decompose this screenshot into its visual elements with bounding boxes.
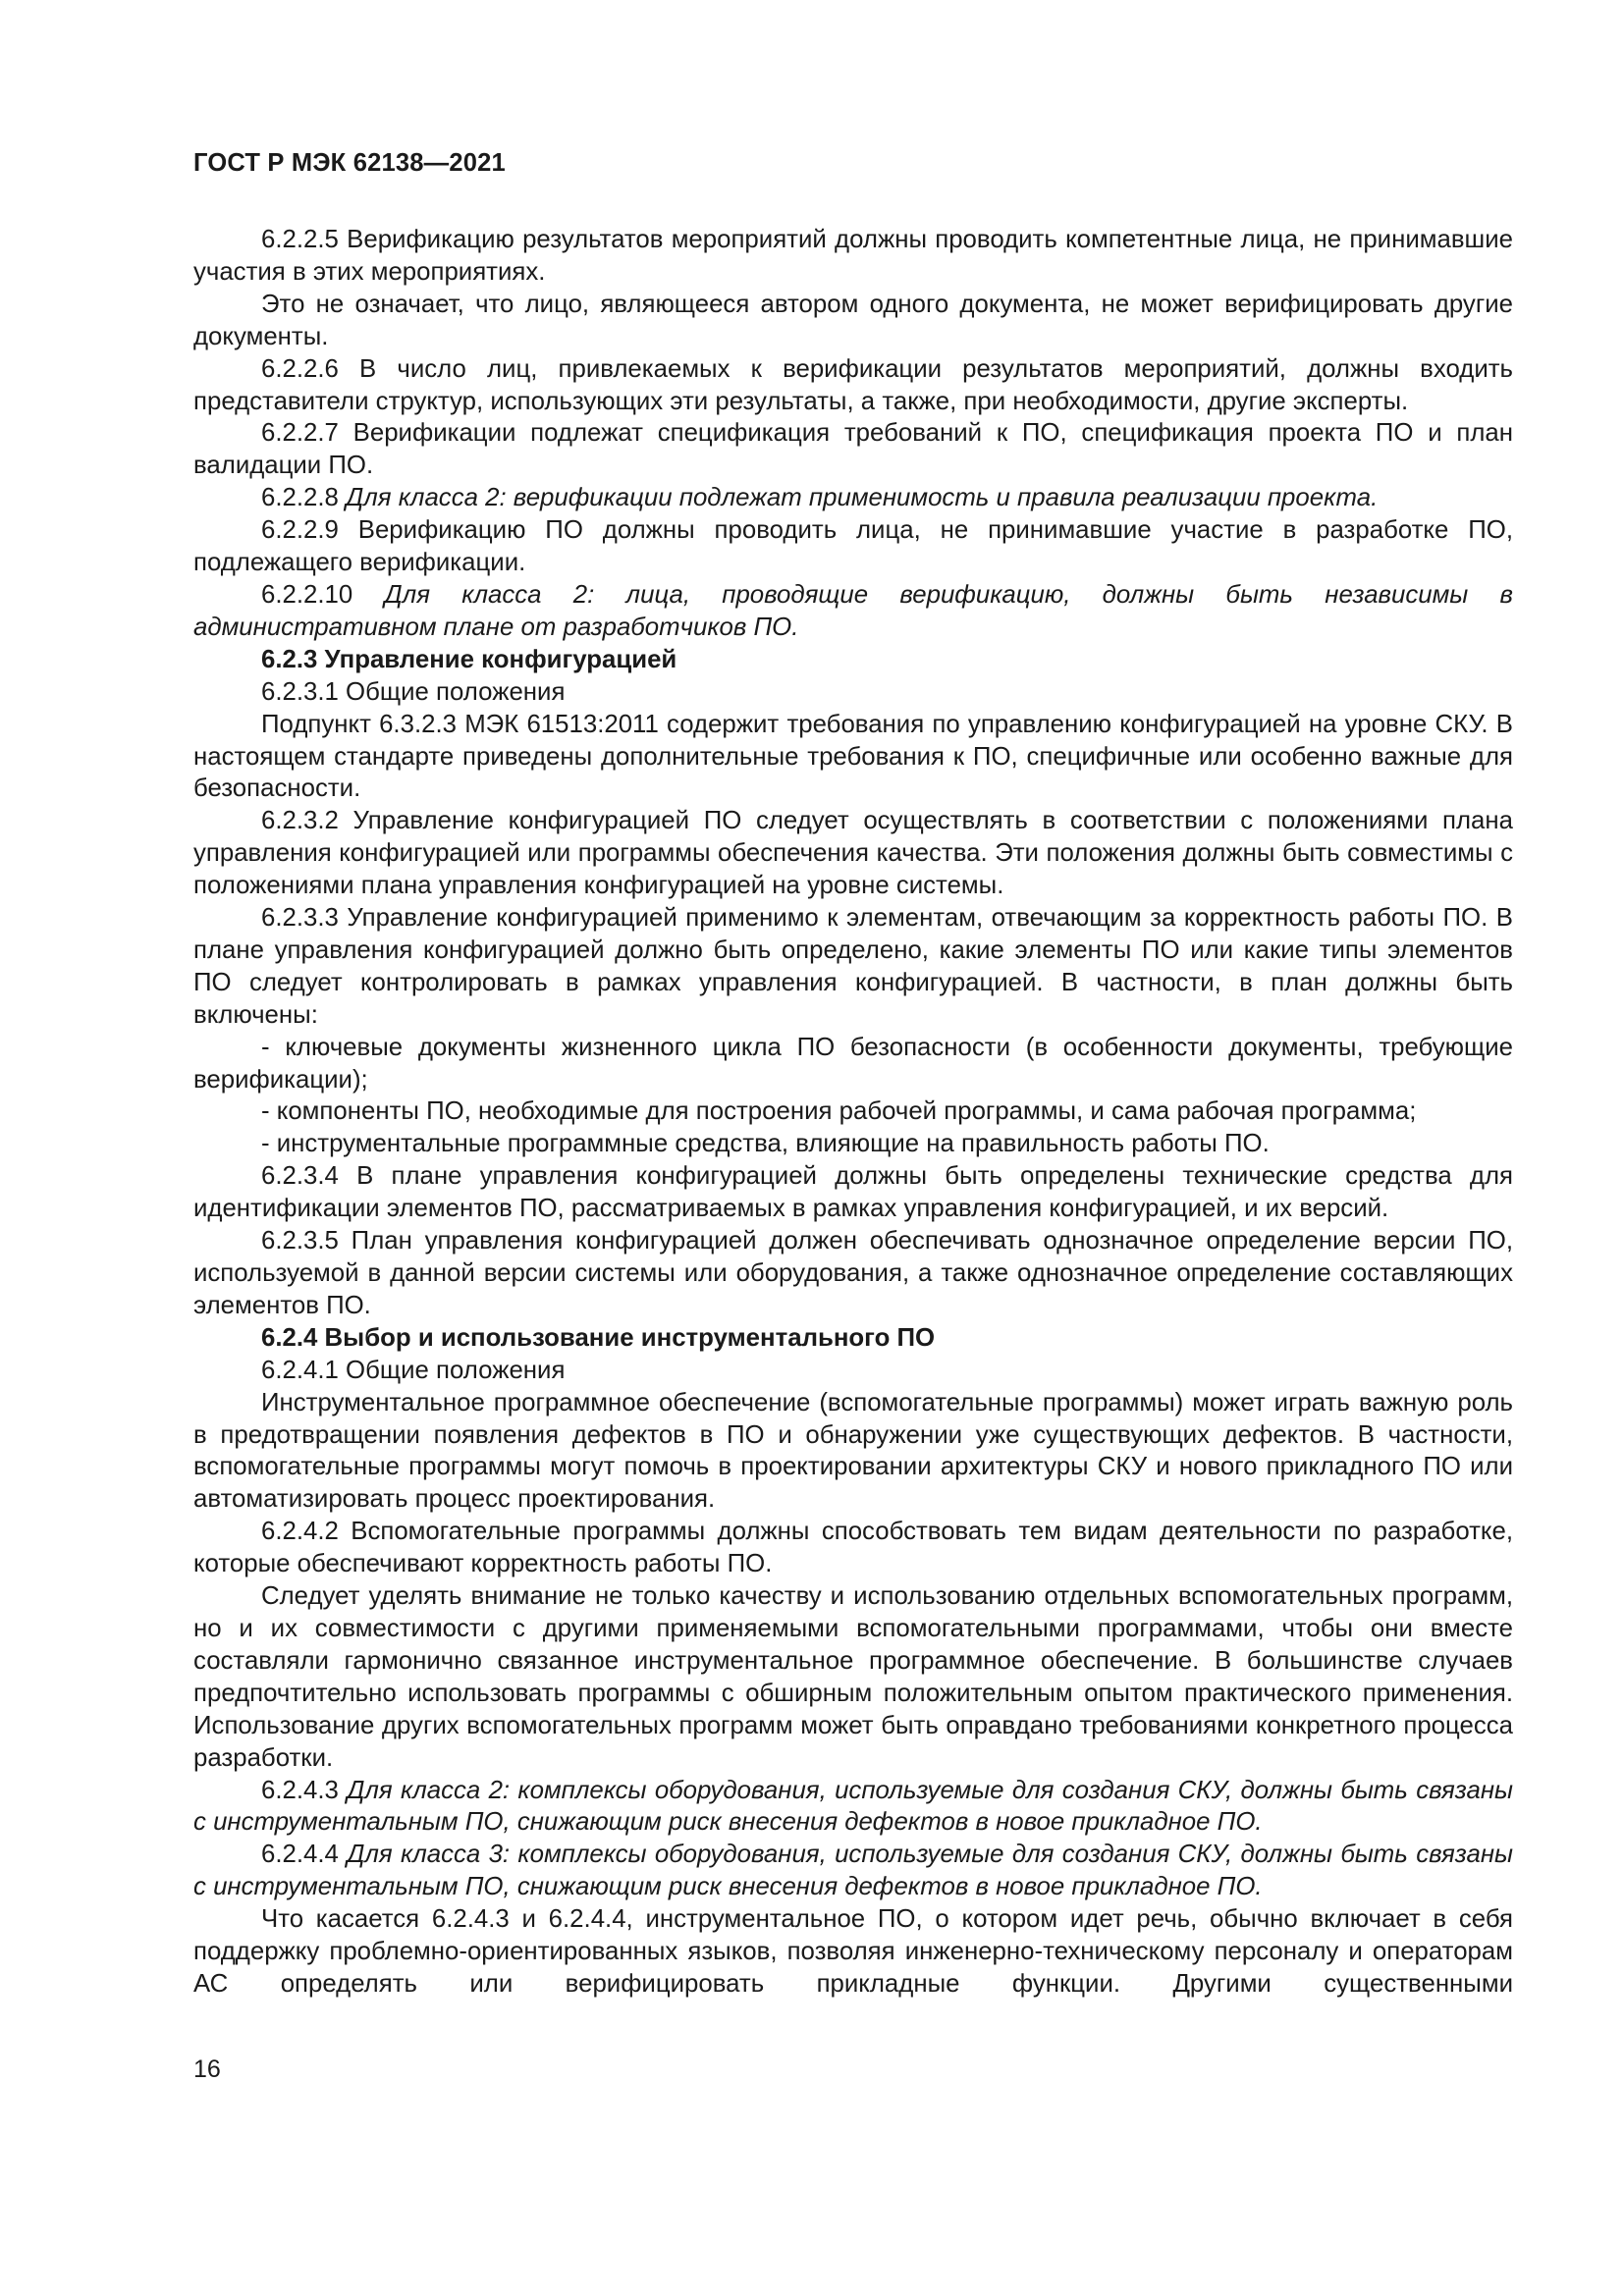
section-heading: 6.2.3 Управление конфигурацией (261, 645, 677, 673)
paragraph (193, 1839, 1513, 1903)
paragraph: 6.2.3.3 Управление конфигурацией применимо к элементам, отвечающим за корректность работы ПО. В плане управления конфигурацией должно быть определено, какие элементы ПО или какие типы элементов ПО следует контролировать в рамках управления конфигурацией. В частности, в план должны быть включены: (193, 904, 1513, 1029)
italic-clause-text: Для класса 2: верификации подлежат применимость и правила реализации проекта. (346, 484, 1379, 512)
italic-clause-text: Для класса 3: комплексы оборудования, используемые для создания СКУ, должны быть связаны с инструментальным ПО, снижающим риск внесения дефектов в новое прикладное ПО. (193, 1841, 1513, 1901)
paragraph: Что касается 6.2.4.3 и 6.2.4.4, инструментальное ПО, о котором идет речь, обычно включает в себя поддержку проблемно-ориентированных языков, позволяя инженерно-техническому персоналу и операторам АС определять или верифицировать прикладные функции. Другими существенными (193, 1905, 1513, 1998)
paragraph (193, 1775, 1513, 1840)
paragraph: 6.2.2.6 В число лиц, привлекаемых к верификации результатов мероприятий, должны входить представители структур, использующих эти результаты, а также, при необходимости, другие эксперты. (193, 354, 1513, 415)
paragraph: 6.2.3.5 План управления конфигурацией должен обеспечивать однозначное определение версии ПО, используемой в данной версии системы или оборудования, а также однозначное определение составляющих элементов ПО. (193, 1227, 1513, 1319)
italic-clause-text: Для класса 2: лица, проводящие верификацию, должны быть независимы в административном плане от разработчиков ПО. (193, 580, 1514, 641)
clause-number: 6.2.4.4 (261, 1841, 348, 1869)
clause-number: 6.2.4.3 (261, 1776, 348, 1804)
paragraph: - ключевые документы жизненного цикла ПО безопасности (в особенности документы, требующие верификации); (193, 1033, 1513, 1094)
paragraph: 6.2.2.7 Верификации подлежат спецификация требований к ПО, спецификация проекта ПО и план валидации ПО. (193, 419, 1513, 480)
paragraph: - компоненты ПО, необходимые для построения рабочей программы, и сама рабочая программа; (261, 1097, 1417, 1126)
paragraph: Подпункт 6.3.2.3 МЭК 61513:2011 содержит требования по управлению конфигурацией на уровне СКУ. В настоящем стандарте приведены дополнительные требования к ПО, специфичные или особенно важные для безопасности. (193, 710, 1513, 803)
paragraph: Следует уделять внимание не только качеству и использованию отдельных вспомогательных программ, но и их совместимости с другими применяемыми вспомогательными программами, чтобы они вместе составляли гармонично связанное инструментальное программное обеспечение. В большинстве случаев предпочтительно использовать программы с обширным положительным опытом практического применения. Использование других вспомогательных программ может быть оправдано требованиями конкретного процесса разработки. (193, 1582, 1513, 1772)
paragraph: 6.2.4.2 Вспомогательные программы должны способствовать тем видам деятельности по разработке, которые обеспечивают корректность работы ПО. (193, 1518, 1513, 1578)
document-header: ГОСТ Р МЭК 62138—2021 (193, 149, 506, 177)
paragraph: 6.2.3.4 В плане управления конфигурацией должны быть определены технические средства для идентификации элементов ПО, рассматриваемых в рамках управления конфигурацией, и их версий. (193, 1162, 1513, 1223)
paragraph: 6.2.2.5 Верификацию результатов мероприятий должны проводить компетентные лица, не принимавшие участия в этих мероприятиях. (193, 226, 1513, 286)
page-number: 16 (193, 2056, 221, 2083)
paragraph (193, 482, 1513, 514)
section-heading: 6.2.4 Выбор и использование инструментального ПО (261, 1323, 936, 1352)
clause-number: 6.2.2.10 (261, 580, 385, 609)
paragraph: - инструментальные программные средства, влияющие на правильность работы ПО. (261, 1130, 1270, 1158)
paragraph: 6.2.2.9 Верификацию ПО должны проводить лица, не принимавшие участие в разработке ПО, подлежащего верификации. (193, 516, 1513, 577)
paragraph: 6.2.4.1 Общие положения (261, 1356, 566, 1384)
paragraph: 6.2.3.1 Общие положения (261, 677, 566, 706)
paragraph: Инструментальное программное обеспечение (вспомогательные программы) может играть важную роль в предотвращении появления дефектов в ПО и обнаружении уже существующих дефектов. В частности, вспомогательные программы могут помочь в проектировании архитектуры СКУ и нового прикладного ПО или автоматизировать процесс проектирования. (193, 1388, 1513, 1514)
document-body (193, 224, 1513, 2001)
paragraph: Это не означает, что лицо, являющееся автором одного документа, не может верифицировать другие документы. (193, 290, 1513, 350)
paragraph: 6.2.3.2 Управление конфигурацией ПО следует осуществлять в соответствии с положениями плана управления конфигурацией или программы обеспечения качества. Эти положения должны быть совместимы с положениями плана управления конфигурацией на уровне системы. (193, 807, 1513, 900)
italic-clause-text: Для класса 2: комплексы оборудования, используемые для создания СКУ, должны быть связаны с инструментальным ПО, снижающим риск внесения дефектов в новое прикладное ПО. (193, 1776, 1513, 1837)
clause-number: 6.2.2.8 (261, 484, 347, 512)
paragraph (193, 579, 1513, 644)
